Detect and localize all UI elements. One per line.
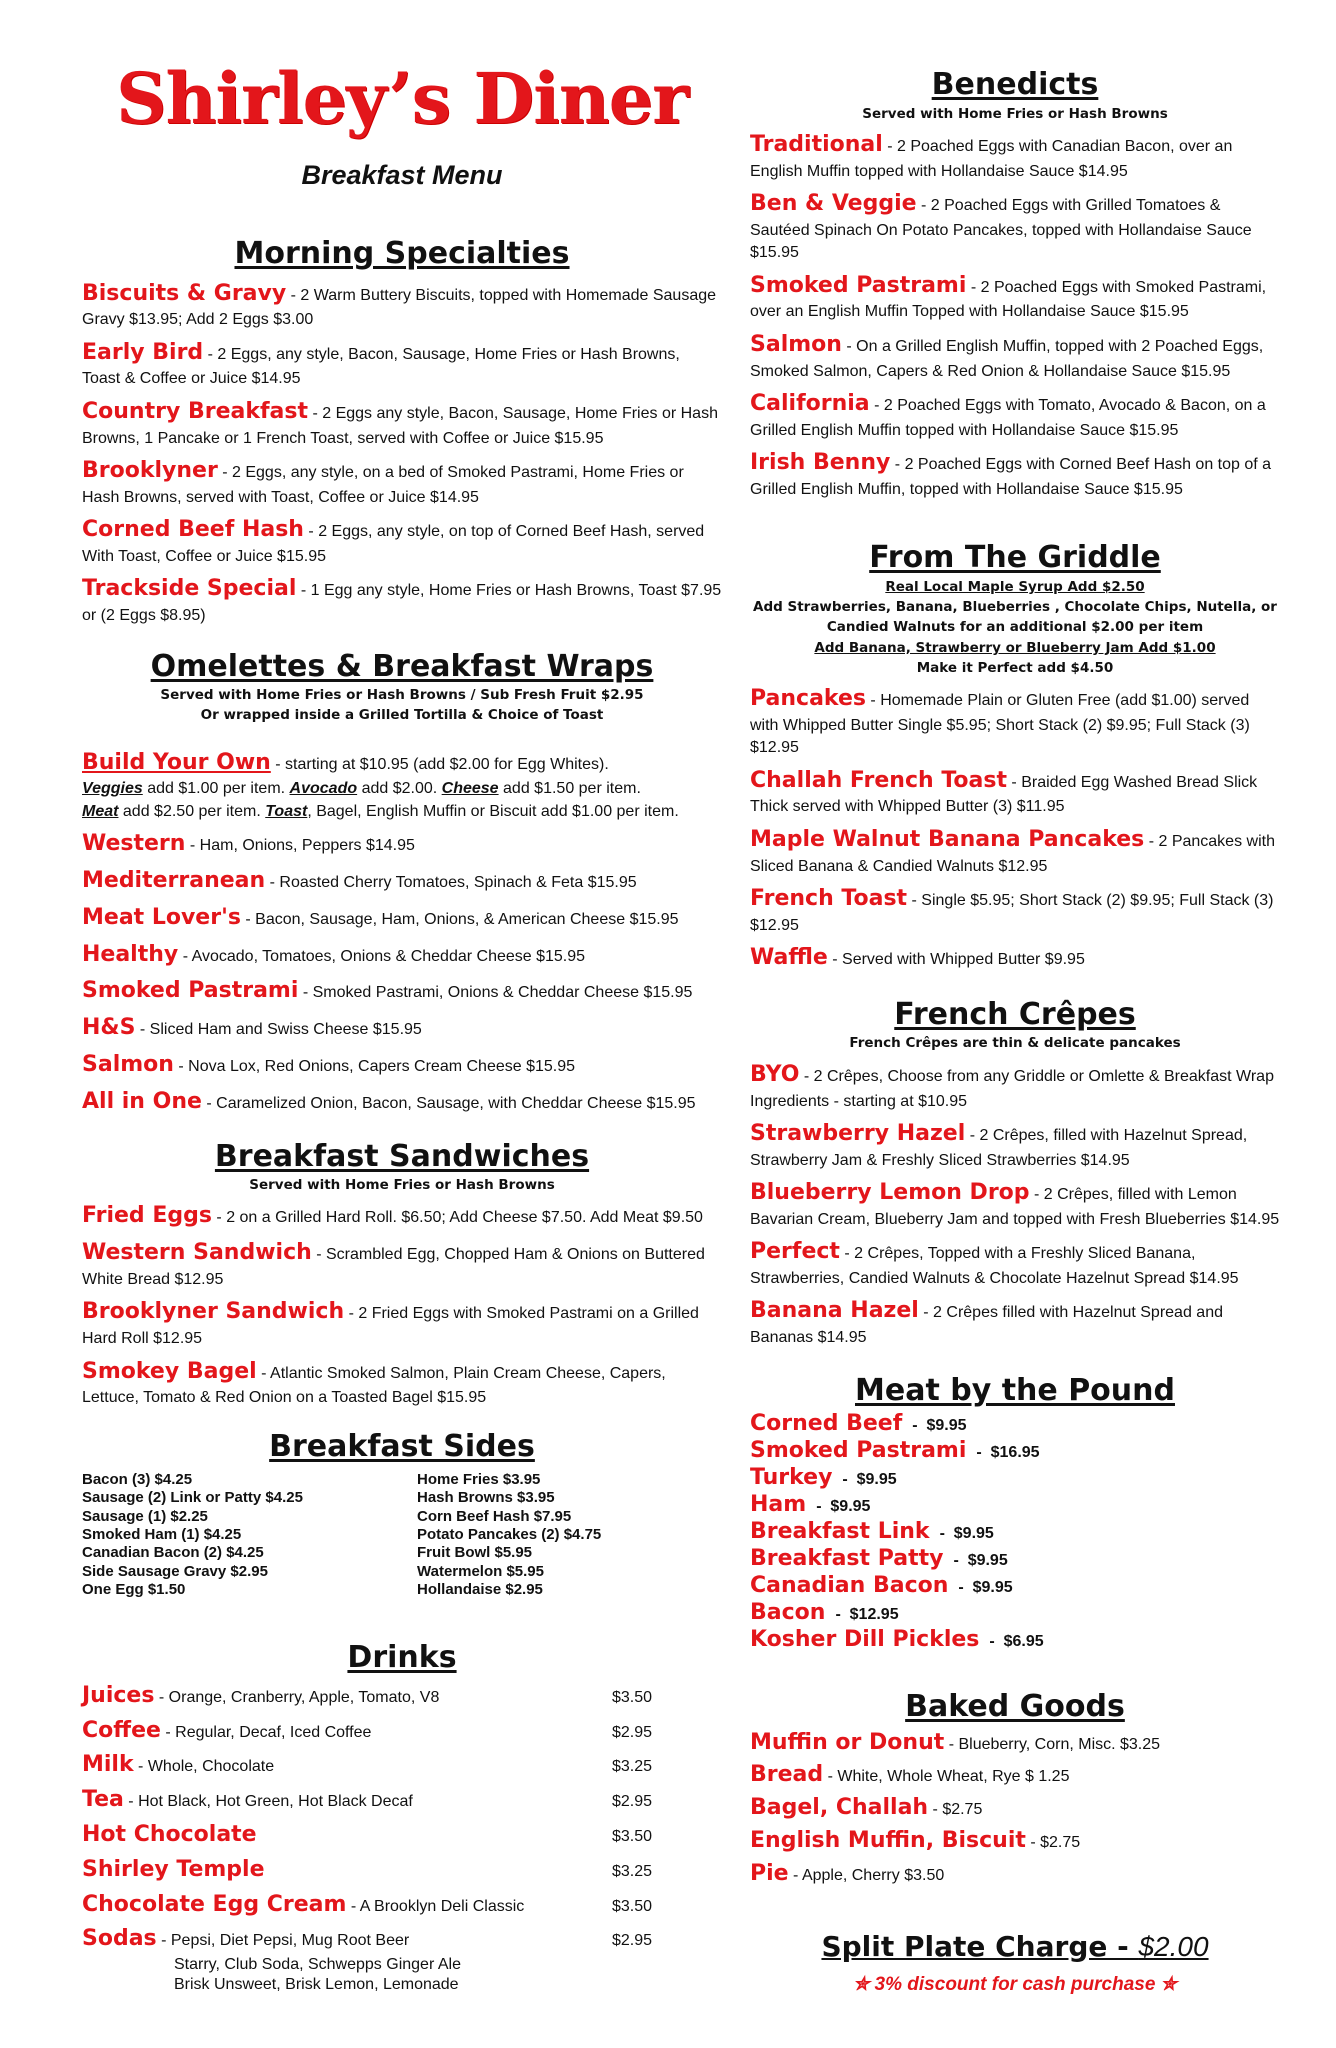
avocado-label: Avocado (289, 780, 358, 798)
side-item: Watermelon $5.95 (417, 1562, 544, 1580)
drink-price: $3.25 (612, 1862, 653, 1880)
item-name: Blueberry Lemon Drop (750, 1180, 1030, 1206)
drink-name: Shirley Temple (82, 1856, 265, 1882)
item-name: Early Bird (82, 339, 204, 365)
side-item: One Egg $1.50 (82, 1580, 186, 1598)
menu-item: Waffle - Served with Whipped Butter $9.95 (750, 945, 1085, 971)
drink-name: Juices (82, 1682, 155, 1708)
side-item: Fruit Bowl $5.95 (417, 1544, 533, 1562)
drink-price: $2.95 (612, 1793, 653, 1811)
item-desc: Sliced Ham and Swiss Cheese $15.95 (149, 1021, 422, 1039)
item-name: Western Sandwich (82, 1240, 312, 1266)
drink-desc: Regular, Decaf, Iced Coffee (175, 1723, 372, 1741)
side-item: Home Fries $3.95 (417, 1471, 541, 1489)
drink-price: $3.50 (612, 1897, 653, 1915)
item-name: Maple Walnut Banana Pancakes (750, 826, 1145, 852)
drink-desc: Hot Black, Hot Green, Hot Black Decaf (138, 1793, 413, 1811)
drink-desc: Orange, Cranberry, Apple, Tomato, V8 (168, 1688, 440, 1706)
menu-item: Bread - White, Whole Wheat, Rye $ 1.25 (750, 1762, 1070, 1788)
menu-item: Ben & Veggie - 2 Poached Eggs with Grilled Tomatoes & Sautéed Spinach On Potato Pancakes, topped with Hollandaise Sauce $15.95 (750, 190, 1252, 262)
item-name: Canadian Bacon (750, 1573, 949, 1599)
menu-item: Brooklyner Sandwich - 2 Fried Eggs with Smoked Pastrami on a Grilled Hard Roll $12.95 (82, 1299, 699, 1348)
item-desc: 2 Crêpes, filled with Lemon Bavarian Cream, Blueberry Jam and topped with Fresh Blueberries $14.95 (750, 1186, 1280, 1228)
meat-row: Breakfast Patty - $9.95 (750, 1546, 1008, 1572)
baked-section (750, 1688, 1280, 1889)
cash-discount: ✮ 3% discount for cash purchase ✮ (853, 1973, 1177, 1995)
item-name: French Toast (750, 885, 908, 911)
item-desc: 2 Eggs, any style, on top of Corned Beef Hash, served With Toast, Coffee or Juice $15.95 (82, 523, 705, 566)
item-name: Healthy (82, 941, 179, 967)
item-desc: 2 Crêpes, Topped with a Freshly Sliced Banana, Strawberries, Candied Walnuts & Chocolate Hazelnut Spread $14.95 (750, 1245, 1239, 1288)
restaurant-name: Shirley’s Diner (115, 57, 689, 140)
benedicts-note: Served with Home Fries or Hash Browns (862, 105, 1168, 122)
meat-row: Ham - $9.95 (750, 1492, 871, 1518)
meat-row: Canadian Bacon - $9.95 (750, 1573, 1013, 1599)
build-your-own (82, 748, 722, 824)
item-desc: 2 Eggs, any style, on a bed of Smoked Pastrami, Home Fries or Hash Browns, served with Toast, Coffee or Juice $14.95 (82, 464, 684, 506)
item-name: Pancakes (750, 686, 866, 712)
benedicts-heading: Benedicts (931, 67, 1099, 102)
item-name: Smokey Bagel (82, 1358, 257, 1384)
item-name: Smoked Pastrami (82, 978, 299, 1004)
meat-row: Breakfast Link - $9.95 (750, 1519, 994, 1545)
drink-desc: A Brooklyn Deli Classic (359, 1897, 525, 1915)
item-desc: 2 on a Grilled Hard Roll. $6.50; Add Cheese $7.50. Add Meat $9.50 (226, 1209, 703, 1227)
drink-row: Milk - Whole, Chocolate $3.25 (82, 1750, 722, 1781)
item-price: $9.95 (856, 1471, 897, 1489)
cheese-label: Cheese (441, 780, 499, 798)
menu-item: Corned Beef Hash - 2 Eggs, any style, on top of Corned Beef Hash, served With Toast, Coffee or Juice $15.95 (82, 517, 705, 566)
item-desc: Braided Egg Washed Bread Slick Thick served with Whipped Butter (3) $11.95 (750, 773, 1258, 816)
meat-label: Meat (82, 802, 119, 820)
menu-item: Brooklyner - 2 Eggs, any style, on a bed of Smoked Pastrami, Home Fries or Hash Browns, served with Toast, Coffee or Juice $14.95 (82, 458, 684, 506)
item-desc: Single $5.95; Short Stack (2) $9.95; Full Stack (3) $12.95 (750, 891, 1274, 934)
meat-desc: add $2.50 per item. (122, 802, 261, 820)
item-name: Trackside Special (82, 576, 297, 602)
meat-row: Kosher Dill Pickles - $6.95 (750, 1627, 1044, 1653)
drink-row: Chocolate Egg Cream - A Brooklyn Deli Classic $3.50 (82, 1890, 722, 1921)
drink-name: Tea (82, 1787, 124, 1813)
item-desc: 2 Fried Eggs with Smoked Pastrami on a Grilled Hard Roll $12.95 (82, 1305, 699, 1348)
side-item: Canadian Bacon (2) $4.25 (82, 1544, 264, 1562)
drink-desc: Whole, Chocolate (147, 1758, 275, 1776)
item-desc: Apple, Cherry $3.50 (801, 1866, 945, 1884)
item-price: $9.95 (926, 1417, 967, 1435)
drink-price: $3.50 (612, 1827, 653, 1845)
drink-row: Sodas - Pepsi, Diet Pepsi, Mug Root Beer $2.95 (82, 1924, 722, 1955)
item-name: Bagel, Challah (750, 1795, 929, 1821)
split-amount: $2.00 (1138, 1930, 1209, 1962)
item-name: Kosher Dill Pickles (750, 1627, 980, 1653)
drink-row (82, 1855, 722, 1886)
item-name: Ben & Veggie (750, 190, 917, 216)
right-column (750, 0, 1280, 1996)
item-name: Turkey (750, 1465, 833, 1491)
item-name: Waffle (750, 945, 828, 971)
item-price: $9.95 (830, 1498, 871, 1516)
item-name: Bread (750, 1762, 824, 1788)
item-name: Fried Eggs (82, 1203, 212, 1229)
drinks-section (82, 1639, 722, 1995)
omelettes-section (82, 648, 722, 1118)
item-desc: 2 Crêpes, filled with Hazelnut Spread, Strawberry Jam & Freshly Sliced Strawberries $14.95 (750, 1126, 1248, 1169)
item-desc: Homemade Plain or Gluten Free (add $1.00) served with Whipped Butter Single $5.95; Short Stack (2) $9.95; Full Stack (3) $12.95 (750, 692, 1250, 757)
benedicts-section (750, 66, 1280, 501)
drink-row (82, 1820, 722, 1851)
menu-item: Healthy - Avocado, Tomatoes, Onions & Cheddar Cheese $15.95 (82, 941, 586, 967)
omelettes-note-wrap: Or wrapped inside a Grilled Tortilla & Choice of Toast (200, 707, 604, 724)
item-desc: 2 Poached Eggs with Smoked Pastrami, over an English Muffin Topped with Hollandaise Sauce $15.95 (750, 278, 1267, 321)
drink-name: Coffee (82, 1717, 161, 1743)
side-item: Hash Browns $3.95 (417, 1489, 555, 1507)
item-desc: 2 Eggs, any style, Bacon, Sausage, Home Fries or Hash Browns, Toast & Coffee or Juice $14.95 (82, 345, 680, 388)
omelettes-heading: Omelettes & Breakfast Wraps (150, 648, 654, 684)
drink-row: Juices - Orange, Cranberry, Apple, Tomato, V8 $3.50 (82, 1681, 722, 1712)
item-name: English Muffin, Biscuit (750, 1828, 1026, 1854)
drinks-heading: Drinks (347, 1640, 457, 1676)
menu-item: Early Bird - 2 Eggs, any style, Bacon, Sausage, Home Fries or Hash Browns, Toast & Coffee or Juice $14.95 (82, 339, 680, 388)
sodas-cont: Brisk Unsweet, Brisk Lemon, Lemonade (174, 1976, 459, 1994)
item-price: $6.95 (1003, 1633, 1044, 1651)
meat-section (750, 1372, 1280, 1653)
sandwiches-section (82, 1138, 722, 1410)
omelettes-note: Served with Home Fries or Hash Browns / Sub Fresh Fruit $2.95 (160, 687, 644, 704)
menu-item: Traditional - 2 Poached Eggs with Canadian Bacon, over an English Muffin topped with Hollandaise Sauce $14.95 (750, 131, 1233, 180)
menu-item: Western Sandwich - Scrambled Egg, Chopped Ham & Onions on Buttered White Bread $12.95 (82, 1240, 705, 1288)
menu-item: Mediterranean - Roasted Cherry Tomatoes, Spinach & Feta $15.95 (82, 868, 637, 893)
sandwiches-note: Served with Home Fries or Hash Browns (249, 1177, 555, 1194)
menu-item: Country Breakfast - 2 Eggs any style, Bacon, Sausage, Home Fries or Hash Browns, 1 Pancake or 1 French Toast, served with Coffee or Juice $15.95 (82, 398, 718, 447)
menu-item: Fried Eggs - 2 on a Grilled Hard Roll. $6.50; Add Cheese $7.50. Add Meat $9.50 (82, 1203, 703, 1229)
menu-item: English Muffin, Biscuit - $2.75 (750, 1828, 1081, 1854)
veggies-desc: add $1.00 per item. (147, 780, 286, 798)
menu-item: Blueberry Lemon Drop - 2 Crêpes, filled with Lemon Bavarian Cream, Blueberry Jam and topped with Fresh Blueberries $14.95 (750, 1180, 1280, 1228)
drink-price: $2.95 (612, 1723, 653, 1741)
item-desc: 2 Eggs any style, Bacon, Sausage, Home Fries or Hash Browns, 1 Pancake or 1 French Toast, served with Coffee or Juice $15.95 (82, 404, 718, 447)
item-name: H&S (82, 1015, 136, 1041)
menu-item: Smokey Bagel - Atlantic Smoked Salmon, Plain Cream Cheese, Capers, Lettuce, Tomato & Red Onion on a Toasted Bagel $15.95 (82, 1358, 666, 1407)
item-desc: 1 Egg any style, Home Fries or Hash Browns, Toast $7.95 or (2 Eggs $8.95) (82, 582, 722, 625)
item-name: Western (82, 831, 186, 857)
menu-subtitle: Breakfast Menu (301, 160, 503, 190)
menu-item: French Toast - Single $5.95; Short Stack (2) $9.95; Full Stack (3) $12.95 (750, 885, 1274, 934)
item-name: Ham (750, 1492, 807, 1518)
item-name: Irish Benny (750, 450, 891, 476)
item-name: Build Your Own (82, 749, 271, 775)
meat-row: Corned Beef - $9.95 (750, 1411, 967, 1437)
split-label: Split Plate Charge - (821, 1929, 1139, 1963)
griddle-note: Add Banana, Strawberry or Blueberry Jam Add $1.00 (814, 639, 1216, 656)
menu-item: All in One - Caramelized Onion, Bacon, Sausage, with Cheddar Cheese $15.95 (82, 1088, 696, 1114)
item-name: Challah French Toast (750, 767, 1007, 793)
item-desc: Avocado, Tomatoes, Onions & Cheddar Cheese $15.95 (191, 947, 586, 965)
drink-price: $2.95 (612, 1932, 653, 1950)
item-name: All in One (82, 1088, 202, 1114)
menu-item: Irish Benny - 2 Poached Eggs with Corned Beef Hash on top of a Grilled English Muffin, topped with Hollandaise Sauce $15.95 (750, 450, 1272, 498)
griddle-note: Add Strawberries, Banana, Blueberries , Chocolate Chips, Nutella, or Candied Walnuts for an additional $2.00 per item (753, 599, 1277, 636)
item-desc: 2 Poached Eggs with Grilled Tomatoes & Sautéed Spinach On Potato Pancakes, topped with Hollandaise Sauce $15.95 (750, 196, 1252, 262)
side-item: Corn Beef Hash $7.95 (417, 1507, 572, 1525)
menu-item: Bagel, Challah - $2.75 (750, 1795, 983, 1821)
split-plate-charge (750, 1930, 1280, 1963)
menu-item: BYO - 2 Crêpes, Choose from any Griddle or Omlette & Breakfast Wrap Ingredients - starting at $10.95 (750, 1061, 1274, 1110)
item-name: Breakfast Link (750, 1519, 930, 1545)
item-name: Brooklyner (82, 458, 218, 484)
item-name: Banana Hazel (750, 1298, 919, 1324)
menu-item: Perfect - 2 Crêpes, Topped with a Freshly Sliced Banana, Strawberries, Candied Walnuts & Chocolate Hazelnut Spread $14.95 (750, 1239, 1239, 1288)
griddle-note: Real Local Maple Syrup Add $2.50 (885, 578, 1145, 595)
item-name: Mediterranean (82, 868, 266, 893)
side-item: Sausage (1) $2.25 (82, 1507, 208, 1525)
item-name: Meat Lover's (82, 904, 241, 930)
toast-label: Toast (265, 802, 308, 820)
menu-item: Pancakes - Homemade Plain or Gluten Free (add $1.00) served with Whipped Butter Single $5.95; Short Stack (2) $9.95; Full Stack (3) $12.95 (750, 686, 1250, 757)
item-desc: Blueberry, Corn, Misc. $3.25 (958, 1735, 1161, 1753)
drink-desc: Pepsi, Diet Pepsi, Mug Root Beer (170, 1932, 410, 1950)
item-desc: 2 Pancakes with Sliced Banana & Candied Walnuts $12.95 (750, 832, 1275, 875)
item-name: Perfect (750, 1239, 840, 1265)
meat-heading: Meat by the Pound (855, 1372, 1175, 1408)
morning-heading: Morning Specialties (234, 236, 570, 271)
item-desc: White, Whole Wheat, Rye $ 1.25 (837, 1768, 1070, 1786)
item-price: $9.95 (953, 1525, 994, 1543)
morning-section (82, 235, 722, 628)
drink-name: Hot Chocolate (82, 1821, 257, 1847)
item-desc: Roasted Cherry Tomatoes, Spinach & Feta $15.95 (279, 874, 637, 891)
item-name: Breakfast Patty (750, 1546, 944, 1572)
item-name: Corned Beef Hash (82, 517, 304, 543)
item-desc: Bacon, Sausage, Ham, Onions, & American Cheese $15.95 (255, 910, 679, 928)
item-name: Bacon (750, 1600, 826, 1626)
menu-item: Western - Ham, Onions, Peppers $14.95 (82, 831, 415, 857)
item-name: Salmon (750, 331, 842, 357)
drink-row: Coffee - Regular, Decaf, Iced Coffee $2.95 (82, 1716, 722, 1747)
item-name: Traditional (750, 131, 883, 157)
sodas-cont: Starry, Club Soda, Schwepps Ginger Ale (174, 1956, 461, 1974)
item-desc: 2 Poached Eggs with Corned Beef Hash on top of a Grilled English Muffin, topped with Hollandaise Sauce $15.95 (750, 456, 1272, 498)
menu-item: H&S - Sliced Ham and Swiss Cheese $15.95 (82, 1015, 422, 1041)
side-item: Potato Pancakes (2) $4.75 (417, 1526, 602, 1544)
menu-item: Muffin or Donut - Blueberry, Corn, Misc. $3.25 (750, 1729, 1161, 1755)
griddle-section (750, 539, 1280, 974)
veggies-label: Veggies (82, 780, 143, 798)
sides-grid (82, 1471, 722, 1599)
item-name: Smoked Pastrami (750, 1438, 967, 1464)
cheese-desc: add $1.50 per item. (503, 780, 641, 798)
item-desc: Served with Whipped Butter $9.95 (842, 951, 1085, 969)
menu-item: Challah French Toast - Braided Egg Washed Bread Slick Thick served with Whipped Butter (3) $11.95 (750, 767, 1258, 816)
drink-name: Milk (82, 1752, 134, 1778)
item-desc: Smoked Pastrami, Onions & Cheddar Cheese $15.95 (312, 984, 693, 1002)
item-name: BYO (750, 1061, 800, 1087)
item-price: $9.95 (967, 1552, 1008, 1570)
griddle-heading: From The Griddle (869, 540, 1161, 576)
item-desc: 2 Poached Eggs with Tomato, Avocado & Bacon, on a Grilled English Muffin topped with Hollandaise Sauce $15.95 (750, 396, 1266, 439)
toast-desc: , Bagel, English Muffin or Biscuit add $1.00 per item. (307, 802, 679, 820)
item-desc: 2 Crêpes, Choose from any Griddle or Omlette & Breakfast Wrap Ingredients - starting at $10.95 (750, 1067, 1274, 1110)
menu-item: Salmon - Nova Lox, Red Onions, Capers Cream Cheese $15.95 (82, 1051, 576, 1077)
drink-row: Tea - Hot Black, Hot Green, Hot Black Decaf $2.95 (82, 1785, 722, 1816)
item-desc: $2.75 (1040, 1834, 1081, 1852)
item-name: Strawberry Hazel (750, 1120, 966, 1146)
menu-item: California - 2 Poached Eggs with Tomato, Avocado & Bacon, on a Grilled English Muffin topped with Hollandaise Sauce $15.95 (750, 390, 1266, 439)
item-name: Brooklyner Sandwich (82, 1299, 345, 1325)
item-desc: 2 Poached Eggs with Canadian Bacon, over an English Muffin topped with Hollandaise Sauce $14.95 (750, 137, 1233, 180)
menu-item: Salmon - On a Grilled English Muffin, topped with 2 Poached Eggs, Smoked Salmon, Capers & Red Onion & Hollandaise Sauce $15.95 (750, 331, 1264, 380)
item-desc: Nova Lox, Red Onions, Capers Cream Cheese $15.95 (188, 1057, 576, 1075)
item-desc: 2 Warm Buttery Biscuits, topped with Homemade Sausage Gravy $13.95; Add 2 Eggs $3.00 (82, 286, 717, 329)
item-name: Salmon (82, 1051, 174, 1077)
left-column (82, 0, 722, 1995)
side-item: Hollandaise $2.95 (417, 1580, 543, 1598)
menu-item: Maple Walnut Banana Pancakes - 2 Pancakes with Sliced Banana & Candied Walnuts $12.95 (750, 826, 1275, 875)
avocado-desc: add $2.00. (361, 780, 438, 798)
item-desc: Scrambled Egg, Chopped Ham & Onions on Buttered White Bread $12.95 (82, 1246, 705, 1288)
menu-item: Biscuits & Gravy - 2 Warm Buttery Biscuits, topped with Homemade Sausage Gravy $13.95; Add 2 Eggs $3.00 (82, 280, 717, 329)
item-name: Muffin or Donut (750, 1729, 945, 1755)
item-name: Biscuits & Gravy (82, 280, 287, 306)
meat-row: Turkey - $9.95 (750, 1465, 897, 1491)
crepes-heading: French Crêpes (894, 996, 1136, 1032)
crepes-section (750, 996, 1280, 1350)
griddle-note: Make it Perfect add $4.50 (916, 659, 1114, 676)
item-name: Pie (750, 1860, 789, 1886)
side-item: Smoked Ham (1) $4.25 (82, 1526, 242, 1544)
drink-name: Sodas (82, 1926, 157, 1952)
item-price: $16.95 (990, 1444, 1040, 1462)
sides-heading: Breakfast Sides (269, 1428, 535, 1464)
sides-right (417, 1471, 722, 1599)
side-item: Bacon (3) $4.25 (82, 1471, 193, 1489)
side-item: Sausage (2) Link or Patty $4.25 (82, 1489, 303, 1507)
menu-item: Strawberry Hazel - 2 Crêpes, filled with Hazelnut Spread, Strawberry Jam & Freshly Sliced Strawberries $14.95 (750, 1120, 1248, 1169)
menu-item: Banana Hazel - 2 Crêpes filled with Hazelnut Spread and Bananas $14.95 (750, 1298, 1223, 1347)
item-desc: Caramelized Onion, Bacon, Sausage, with Cheddar Cheese $15.95 (216, 1094, 696, 1112)
item-name: Country Breakfast (82, 398, 308, 424)
item-name: Smoked Pastrami (750, 272, 967, 298)
menu-item: Smoked Pastrami - Smoked Pastrami, Onions & Cheddar Cheese $15.95 (82, 978, 693, 1004)
menu-item: Meat Lover's - Bacon, Sausage, Ham, Onions, & American Cheese $15.95 (82, 904, 679, 930)
drink-price: $3.50 (612, 1688, 653, 1706)
item-desc: - starting at $10.95 (add $2.00 for Egg Whites). (275, 755, 609, 773)
menu-item: Trackside Special - 1 Egg any style, Home Fries or Hash Browns, Toast $7.95 or (2 Eggs $8.95) (82, 576, 722, 625)
item-desc: Ham, Onions, Peppers $14.95 (199, 837, 415, 855)
menu-item: Smoked Pastrami - 2 Poached Eggs with Smoked Pastrami, over an English Muffin Topped with Hollandaise Sauce $15.95 (750, 272, 1267, 321)
sides-section (82, 1428, 722, 1600)
crepes-note: French Crêpes are thin & delicate pancakes (849, 1035, 1181, 1052)
item-name: Corned Beef (750, 1411, 903, 1437)
drink-price: $3.25 (612, 1758, 653, 1776)
item-desc: Atlantic Smoked Salmon, Plain Cream Cheese, Capers, Lettuce, Tomato & Red Onion on a Toasted Bagel $15.95 (82, 1364, 666, 1407)
menu-item: Pie - Apple, Cherry $3.50 (750, 1860, 945, 1886)
item-name: California (750, 390, 870, 416)
meat-row: Bacon - $12.95 (750, 1600, 899, 1626)
side-item: Side Sausage Gravy $2.95 (82, 1562, 268, 1580)
item-desc: 2 Crêpes filled with Hazelnut Spread and Bananas $14.95 (750, 1304, 1223, 1347)
sides-left (82, 1471, 387, 1599)
sandwiches-heading: Breakfast Sandwiches (214, 1138, 590, 1174)
baked-heading: Baked Goods (905, 1689, 1125, 1725)
meat-row: Smoked Pastrami - $16.95 (750, 1438, 1040, 1464)
item-desc: On a Grilled English Muffin, topped with 2 Poached Eggs, Smoked Salmon, Capers & Red Onion & Hollandaise Sauce $15.95 (750, 337, 1264, 380)
item-price: $9.95 (972, 1579, 1013, 1597)
item-price: $12.95 (849, 1606, 899, 1624)
drink-name: Chocolate Egg Cream (82, 1891, 347, 1917)
item-desc: $2.75 (942, 1801, 983, 1819)
